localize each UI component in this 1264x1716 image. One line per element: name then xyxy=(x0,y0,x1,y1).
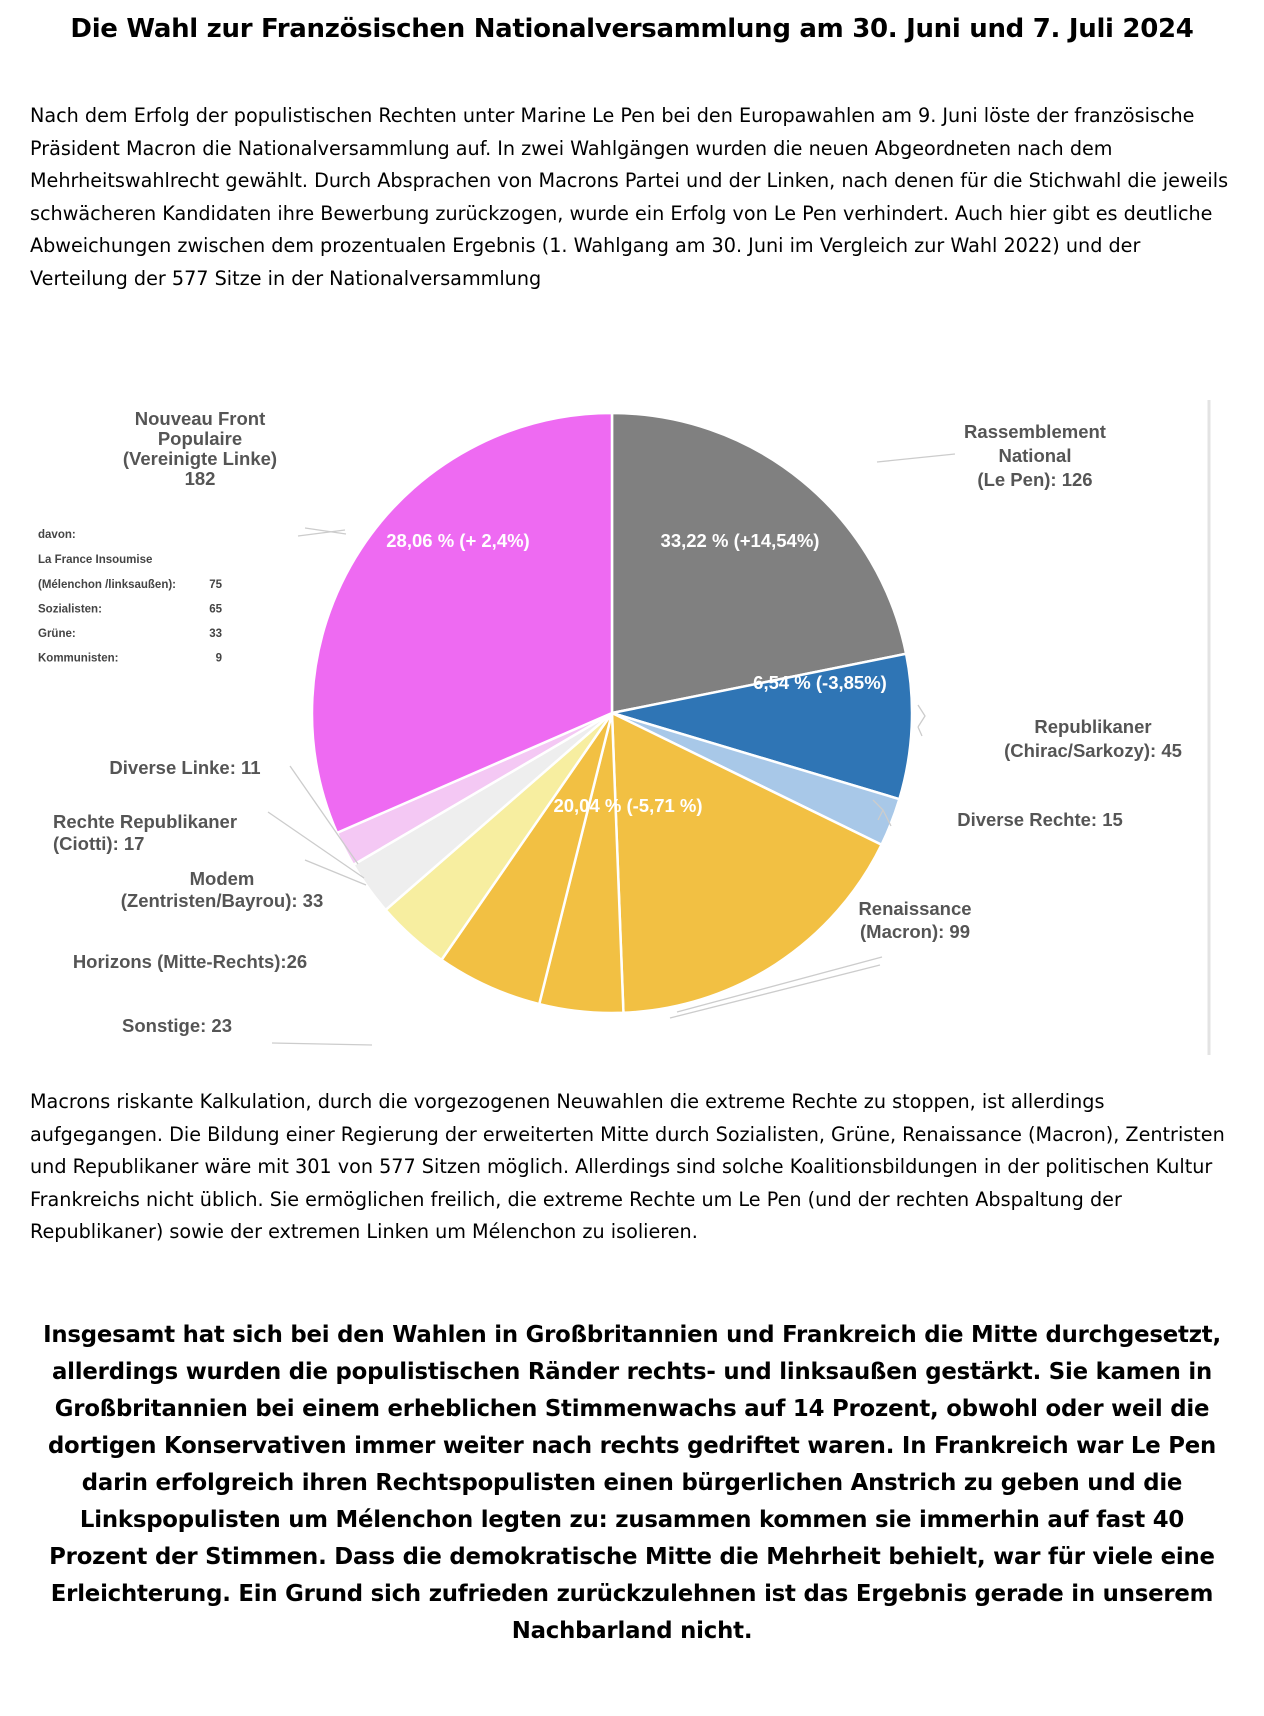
nfp-breakdown-row-name: Sozialisten: xyxy=(38,603,102,616)
slice-percentage-label: 20,04 % (-5,71 %) xyxy=(553,795,703,816)
leader-line-rn xyxy=(877,454,955,462)
slice-label-ren: (Macron): 99 xyxy=(860,921,970,942)
nfp-breakdown-row-value: 65 xyxy=(209,603,222,616)
slice-label-hor: Horizons (Mitte-Rechts):26 xyxy=(72,951,308,972)
leader-line-rep xyxy=(918,705,925,736)
intro-paragraph: Nach dem Erfolg der populistischen Rechten unter Marine Le Pen bei den Europawahlen am 9. Juni löste der französische Präsident Macron die Nationalversammlung auf. In zwei Wahlgängen wurden die neuen Abgeordneten nach dem Mehrheitswahlrecht gewählt. Durch Absprachen von Macrons Partei und der Linken, nach denen für die Stichwahl die jeweils schwächeren Kandidaten ihre Bewerbung zurückzogen, wurde ein Erfolg von Le Pen verhindert. Auch hier gibt es deutliche Abweichungen zwischen dem prozentualen Ergebnis (1. Wahlgang am 30. Juni im Vergleich zur Wahl 2022) und der Verteilung der 577 Sitze in der Nationalversammlung xyxy=(30,104,1229,290)
nfp-breakdown-party: La France Insoumise xyxy=(38,554,153,566)
slice-label-mod: (Zentristen/Bayrou): 33 xyxy=(120,890,324,911)
nfp-breakdown-row-value: 75 xyxy=(209,579,222,591)
slice-label-rep: Republikaner xyxy=(1034,716,1152,737)
nfp-breakdown-row-value: 33 xyxy=(209,628,222,640)
slice-label-dl: Diverse Linke: 11 xyxy=(109,757,261,778)
slice-label-nfp: Nouveau Front xyxy=(134,408,266,429)
slice-label-rn: National xyxy=(998,445,1072,466)
analysis-paragraph: Macrons riskante Kalkulation, durch die vorgezogenen Neuwahlen die extreme Rechte zu stoppen, ist allerdings aufgegangen. Die Bildung einer Regierung der erweiterten Mitte durch Sozialisten, Grüne, Renaissance (Macron), Zentristen und Republikaner wäre mit 301 von 577 Sitzen möglich. Allerdings sind solche Koalitionsbildungen in der politischen Kultur Frankreichs nicht üblich. Sie ermöglichen freilich, die extreme Rechte um Le Pen (und der rechten Abspaltung der Republikaner) sowie der extremen Linken um Mélenchon zu isolieren. xyxy=(30,1090,1225,1243)
slice-percentage-label: 28,06 % (+ 2,4%) xyxy=(386,530,530,551)
nfp-breakdown-row-value: 9 xyxy=(215,652,222,665)
seat-distribution-pie-chart xyxy=(0,390,1264,1080)
slice-label-nfp: Populaire xyxy=(157,428,243,449)
leader-line-son xyxy=(272,1043,372,1045)
page-title: Die Wahl zur Französischen Nationalversammlung am 30. Juni und 7. Juli 2024 xyxy=(70,14,1194,44)
nfp-breakdown-row-name: Grüne: xyxy=(38,628,76,640)
slice-label-nfp: (Vereinigte Linke) xyxy=(122,448,278,469)
slice-percentage-label: 6,54 % (-3,85%) xyxy=(753,672,887,693)
pie-slices xyxy=(312,413,912,1013)
slice-label-rn: (Le Pen): 126 xyxy=(977,469,1093,490)
slice-percentage-label: 33,22 % (+14,54%) xyxy=(660,530,820,551)
slice-label-rr: Rechte Republikaner xyxy=(53,811,238,832)
slice-label-nfp: 182 xyxy=(184,468,216,489)
slice-label-son: Sonstige: 23 xyxy=(122,1015,232,1036)
nfp-breakdown-header: davon: xyxy=(38,529,76,541)
slice-label-rr: (Ciotti): 17 xyxy=(53,833,145,854)
nfp-breakdown-row-name: (Mélenchon /linksaußen): xyxy=(38,579,177,591)
conclusion-paragraph: Insgesamt hat sich bei den Wahlen in Großbritannien und Frankreich die Mitte durchgesetzt, allerdings wurden die populistischen Ränder rechts- und linksaußen gestärkt. Sie kamen in Großbritannien bei einem erheblichen Stimmenwachs auf 14 Prozent, obwohl oder weil die dortigen Konservativen immer weiter nach rechts gedriftet waren. In Frankreich war Le Pen darin erfolgreich ihren Rechtspopulisten einen bürgerlichen Anstrich zu geben und die Linkspopulisten um Mélenchon legten zu: zusammen kommen sie immerhin auf fast 40 Prozent der Stimmen. Dass die demokratische Mitte die Mehrheit behielt, war für viele eine Erleichterung. Ein Grund sich zufrieden zurückzulehnen ist das Ergebnis gerade in unserem Nachbarland nicht. xyxy=(43,1322,1221,1644)
slice-label-rep: (Chirac/Sarkozy): 45 xyxy=(1004,740,1182,761)
slice-label-rn: Rassemblement xyxy=(964,421,1106,442)
slice-label-dr: Diverse Rechte: 15 xyxy=(957,809,1123,830)
slice-label-mod: Modem xyxy=(189,868,255,889)
slice-label-ren: Renaissance xyxy=(858,898,972,919)
leader-line-nfp xyxy=(298,528,346,536)
nfp-breakdown-row-name: Kommunisten: xyxy=(38,652,119,665)
